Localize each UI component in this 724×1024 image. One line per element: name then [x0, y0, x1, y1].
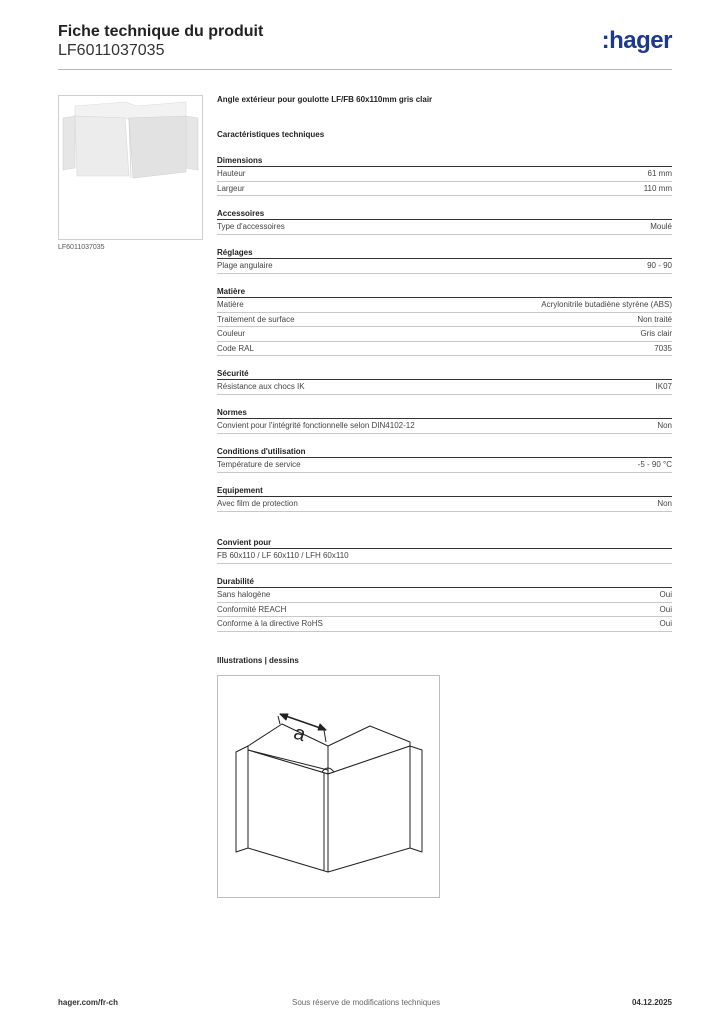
- section-matiere: [217, 286, 672, 356]
- spec-value: Oui: [659, 590, 672, 599]
- spec-value: 110 mm: [643, 183, 672, 193]
- spec-label: Conforme à la directive RoHS: [217, 619, 323, 628]
- product-header: [217, 95, 672, 142]
- spec-label: Code RAL: [217, 343, 254, 353]
- section-securite: [217, 368, 672, 395]
- spec-row: [217, 458, 672, 473]
- spec-row: [217, 220, 672, 235]
- section-durabilite: [217, 576, 672, 632]
- spec-value: Gris clair: [640, 329, 672, 338]
- technical-drawing: [217, 675, 440, 898]
- spec-label: FB 60x110 / LF 60x110 / LFH 60x110: [217, 551, 349, 560]
- illustrations-title: Illustrations | dessins: [217, 656, 299, 665]
- spec-label: Hauteur: [217, 169, 246, 178]
- spec-label: Couleur: [217, 329, 246, 338]
- spec-label: Traitement de surface: [217, 314, 295, 324]
- section-equipement: [217, 485, 672, 512]
- section-reglages: [217, 247, 672, 274]
- product-name: Angle extérieur pour goulotte LF/FB 60x110mm gris clair: [217, 95, 433, 104]
- spec-row: [217, 380, 672, 395]
- footer-notice: Sous réserve de modifications techniques: [292, 998, 441, 1007]
- spec-row: [217, 497, 672, 512]
- spec-label: Type d'accessoires: [217, 222, 285, 231]
- section-title: Dimensions: [217, 155, 672, 167]
- spec-row: [217, 327, 672, 342]
- spec-row: [217, 342, 672, 357]
- dimension-label: a: [290, 721, 309, 747]
- specs-heading: Caractéristiques techniques: [217, 130, 325, 139]
- spec-label: Largeur: [217, 183, 245, 193]
- product-thumbnail: [58, 95, 203, 240]
- spec-label: Convient pour l'intégrité fonctionnelle selon DIN4102-12: [217, 421, 415, 430]
- spec-row: [217, 259, 672, 274]
- thumbnail-caption: LF6011037035: [58, 244, 105, 251]
- footer-date: 04.12.2025: [631, 998, 672, 1007]
- section-title: Equipement: [217, 485, 672, 497]
- spec-label: Conformité REACH: [217, 604, 287, 614]
- section-accessoires: [217, 208, 672, 235]
- spec-value: Oui: [659, 604, 672, 614]
- spec-row: [217, 313, 672, 328]
- corner-drawing: [218, 676, 439, 897]
- footer-website: hager.com/fr-ch: [58, 998, 119, 1007]
- hager-logo: :hager: [601, 27, 672, 54]
- spec-label: Température de service: [217, 460, 301, 469]
- section-title: Convient pour: [217, 537, 672, 549]
- document-title: Fiche technique du produit: [58, 23, 264, 40]
- section-title: Accessoires: [217, 208, 672, 220]
- section-conditions: [217, 446, 672, 473]
- spec-value: Moulé: [650, 222, 672, 231]
- spec-row: [217, 617, 672, 632]
- spec-label: Matière: [217, 300, 244, 309]
- spec-row: [217, 419, 672, 434]
- spec-value: 61 mm: [647, 169, 672, 178]
- section-dimensions: [217, 155, 672, 196]
- product-photo: [59, 96, 202, 239]
- spec-label: Plage angulaire: [217, 261, 273, 270]
- spec-value: Non: [657, 421, 672, 430]
- spec-row: [217, 167, 672, 182]
- spec-row: [217, 588, 672, 603]
- section-normes: [217, 407, 672, 434]
- spec-value: IK07: [655, 382, 672, 391]
- spec-label: Avec film de protection: [217, 499, 298, 508]
- spec-value: Non traité: [637, 314, 672, 324]
- spec-value: -5 - 90 °C: [637, 460, 672, 469]
- product-reference: LF6011037035: [58, 42, 165, 59]
- section-convient-pour: [217, 537, 672, 564]
- spec-value: 7035: [654, 343, 672, 353]
- spec-label: Sans halogène: [217, 590, 271, 599]
- spec-value: Oui: [659, 619, 672, 628]
- spec-value: Non: [657, 499, 672, 508]
- section-title: Normes: [217, 407, 672, 419]
- spec-row: [217, 603, 672, 618]
- page-header: [58, 22, 672, 70]
- spec-label: Résistance aux chocs IK: [217, 382, 305, 391]
- spec-value: 90 - 90: [647, 261, 672, 270]
- section-title: Conditions d'utilisation: [217, 446, 672, 458]
- spec-row: [217, 549, 672, 564]
- spec-row: [217, 182, 672, 197]
- spec-value: Acrylonitrile butadiène styrène (ABS): [541, 300, 672, 309]
- spec-row: [217, 298, 672, 313]
- section-title: Réglages: [217, 247, 672, 259]
- section-title: Durabilité: [217, 576, 672, 588]
- section-title: Sécurité: [217, 368, 672, 380]
- section-title: Matière: [217, 286, 672, 298]
